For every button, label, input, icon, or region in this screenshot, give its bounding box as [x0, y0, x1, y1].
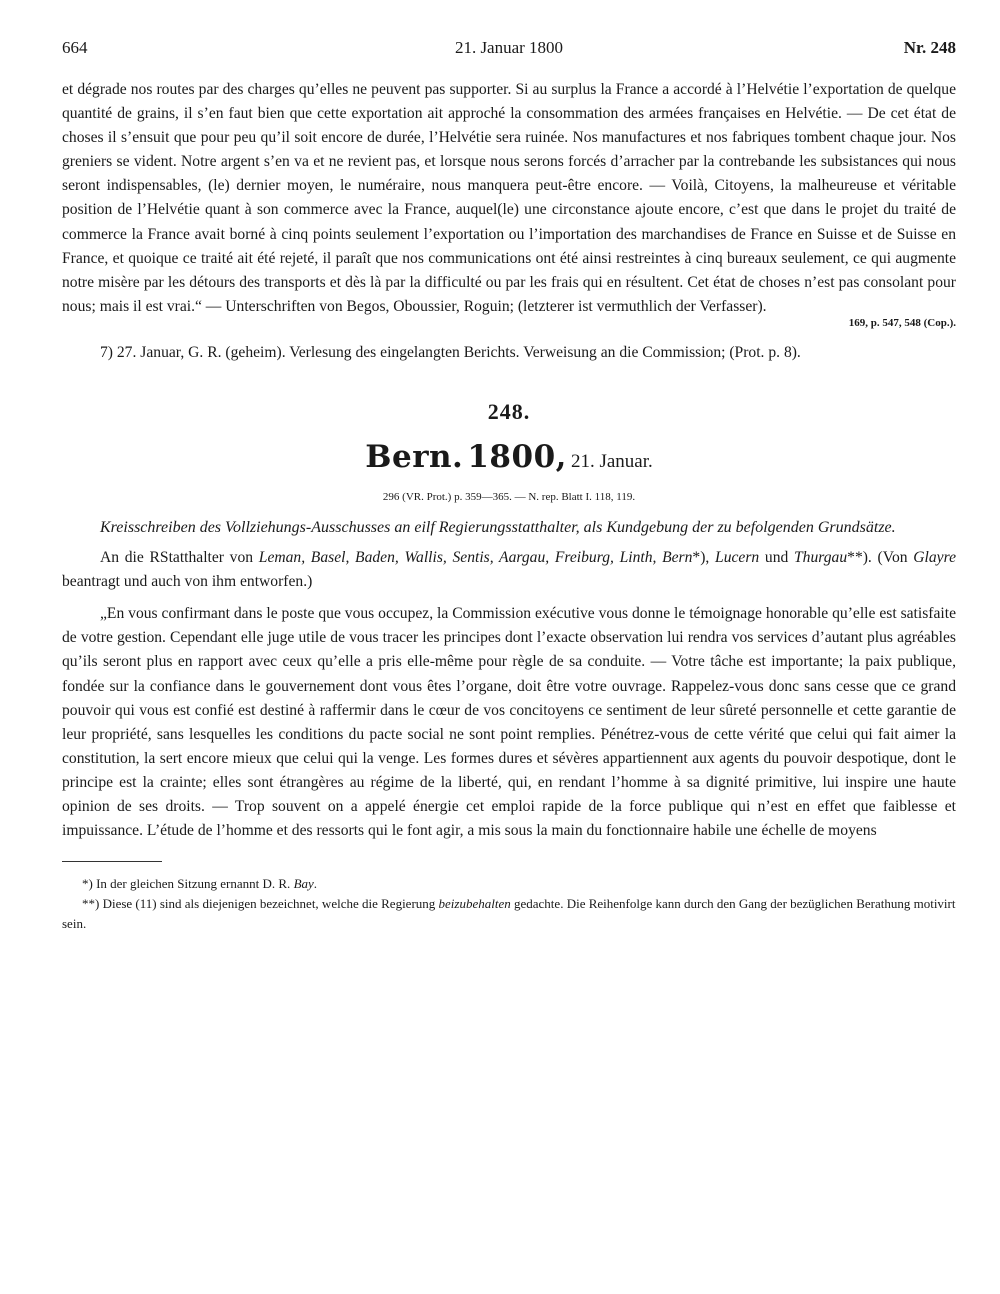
- address-intro: An die RStatthalter von: [100, 549, 259, 567]
- page: [62, 38, 956, 934]
- address-author: Glayre: [913, 549, 956, 567]
- address-footnote-mark-2: **).: [847, 549, 878, 567]
- address-places-1: Leman, Basel, Baden, Wallis, Sentis, Aargau, Freiburg, Linth, Bern: [258, 549, 693, 567]
- address-line: [62, 546, 956, 594]
- header-date: 21. Januar 1800: [454, 38, 564, 57]
- footnote-1: [62, 874, 956, 894]
- address-paren-b: beantragt und auch von ihm entworfen.): [62, 573, 313, 591]
- document-number-header: Nr. 248: [903, 38, 956, 57]
- footnote-2-text-a: **) Diese (11) sind als diejenigen bezeichnet, welche die Regierung: [82, 896, 439, 912]
- address-paren-a: (Von: [877, 549, 914, 567]
- heading-date: 21. Januar.: [570, 451, 653, 473]
- running-header: [62, 38, 956, 78]
- page-number: 664: [62, 38, 88, 57]
- document-body: „En vous confirmant dans le poste que vous occupez, la Commission exécutive vous donne le témoignage honorable qu’elle est satisfaite de votre gestion. Cependant elle juge utile de vous tracer les principes dont l’exacte observation lui rendra vos services d’autant plus agréables qu’ils seront plus en rapport avec ceux qu’elle a pris elle-même pour règle de sa conduite. — Votre tâche est importante; la paix publique, fondée sur la confiance dans le gouvernement dont vous êtes l’organe, doit être votre ouvrage. Rappelez-vous donc sans cesse que ce grand pouvoir qui vous est confié est destiné à raffermir dans le cœur de vos concitoyens ce sentiment de leur sûreté personnelle et cette garantie de leur propriété, sans lesquelles les conditions du pacte social ne sont point remplies. Pénétrez-vous de cette vérité que celui qui fait aimer la constitution, la sert encore mieux que celui qui la venge. Les formes dures et sévères appartiennent aux agents du pouvoir despotique, dont le principe est la crainte; elles sont étrangères au régime de la liberté, qui, en rendant l’homme à sa dignité primitive, lui inspire une haute opinion de ses droits. — Trop souvent on a appelé énergie cet emploi rapide de la force publique qui n’est en effet que faiblesse et impuissance. L’étude de l’homme et des ressorts qui le font agir, a mis sous la main du fonctionnaire habile une échelle de moyens: [62, 605, 956, 840]
- heading-place: Bern.: [365, 439, 464, 476]
- footnote-1-end: .: [313, 876, 318, 892]
- address-places-2: Lucern: [715, 549, 760, 567]
- address-und: und: [759, 549, 794, 567]
- address-places-3: Thurgau: [793, 549, 848, 567]
- footnote-2-text-b: gedachte. Die Reihenfolge kann durch den Gang der bezüglichen Berathung motivirt sein.: [62, 896, 956, 932]
- document-number: 248.: [487, 399, 531, 425]
- previous-document-text: et dégrade nos routes par des charges qu’elles ne peuvent pas supporter. Si au surplus la France a accordé à l’Helvétie l’exportation de quelque quantité de grains, il s’en faut bien que cette exportation ait approché la consommation des armées françaises en Helvétie. — De cet état de choses il s’ensuit que pour peu qu’il soit encore de durée, l’Helvétie sera ruinée. Nos manufactures et nos fabriques tombent chaque jour. Nos greniers se vident. Notre argent s’en va et ne revient pas, et lorsque nous serons forcés d’arracher par la contrebande les subsistances qui nous seront indispensables, (le) dernier moyen, le numéraire, nous manquera peut-être encore. — Voilà, Citoyens, la malheureuse et véritable position de l’Helvétie quant à son commerce avec la France, auquel(le) une circonstance ajoute encore, c’est que dans le projet du traité de commerce la France avait borné à cinq points seulement l’exportation ou l’importation des marchandises de France en Suisse et de Suisse en France, et quoique ce traité ait été rejeté, il paraît que nos communications ont été ainsi restreintes à cinq bureaux seulement, ce qui augmente notre misère par les détours des transports et dès là par la difficulté ou par les frais qui en résultent. Cet état de choses n’est pas consolant pour nous; mais il est vrai.“ — Unterschriften von Begos, Oboussier, Roguin; (letzterer ist vermuthlich der Verfasser).: [62, 81, 956, 315]
- heading-year: 1800,: [467, 439, 567, 476]
- document-heading: [62, 439, 956, 481]
- footnote-rule: [62, 861, 162, 862]
- document-title: Kreisschreiben des Vollziehungs-Ausschusses an eilf Regierungsstatthalter, als Kundgebung der zu befolgenden Grundsätze.: [100, 519, 896, 537]
- footnote-2-emphasis: beizubehalten: [438, 896, 511, 912]
- address-footnote-mark-1: *),: [692, 549, 716, 567]
- footnote-1-name: Bay: [293, 876, 314, 892]
- footnote-2: [62, 894, 956, 934]
- document-source: 296 (VR. Prot.) p. 359—365. — N. rep. Blatt I. 118, 119.: [382, 491, 636, 504]
- footnote-1-text: *) In der gleichen Sitzung ernannt D. R.: [82, 876, 294, 892]
- previous-document-source: 169, p. 547, 548 (Cop.).: [848, 316, 956, 329]
- previous-document-note: 7) 27. Januar, G. R. (geheim). Verlesung des eingelangten Berichts. Verweisung an die Commission; (Prot. p. 8).: [100, 343, 801, 361]
